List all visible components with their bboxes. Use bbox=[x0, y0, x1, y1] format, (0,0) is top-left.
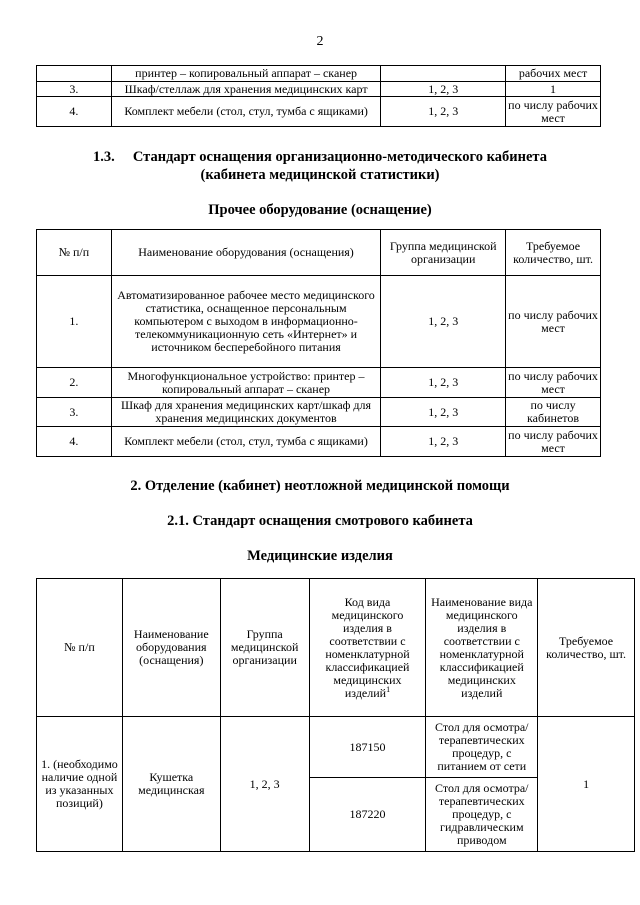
cell-name: Комплект мебели (стол, стул, тумба с ящиками) bbox=[111, 427, 381, 457]
cell-name: принтер – копировальный аппарат – сканер bbox=[111, 66, 381, 82]
cell-kind: Стол для осмотра/ терапевтических процедур, с гидравлическим приводом bbox=[426, 778, 538, 852]
page-number: 2 bbox=[316, 34, 324, 49]
cell-qty: по числу рабочих мест bbox=[506, 368, 601, 398]
cell-kind: Стол для осмотра/ терапевтических процедур, с питанием от сети bbox=[426, 717, 538, 778]
table-row bbox=[37, 66, 601, 82]
cell-num: 2. bbox=[37, 368, 112, 398]
section-2-1-title: 2.1. Стандарт оснащения смотрового кабинета bbox=[167, 513, 473, 529]
cell-code: 187220 bbox=[309, 778, 426, 852]
header-code-text: Код вида медицинского изделия в соответствии с номенклатурной классификацией медицинских изделий bbox=[325, 594, 410, 700]
cell-num: 3. bbox=[37, 82, 112, 97]
section-1-3-title bbox=[0, 148, 640, 166]
cell-qty: 1 bbox=[506, 82, 601, 97]
header-qty: Требуемое количество, шт. bbox=[506, 230, 601, 276]
cell-name: Комплект мебели (стол, стул, тумба с ящиками) bbox=[111, 97, 381, 127]
table-header-row bbox=[37, 579, 635, 717]
cell-group: 1, 2, 3 bbox=[381, 82, 506, 97]
table-row bbox=[37, 398, 601, 427]
table-row bbox=[37, 717, 635, 778]
cell-group: 1, 2, 3 bbox=[381, 427, 506, 457]
table-row bbox=[37, 427, 601, 457]
cell-num bbox=[37, 66, 112, 82]
top-table bbox=[36, 65, 601, 127]
medical-devices-heading: Медицинские изделия bbox=[247, 548, 393, 564]
cell-group: 1, 2, 3 bbox=[381, 368, 506, 398]
medical-devices-table bbox=[36, 578, 635, 852]
cell-code: 187150 bbox=[309, 717, 426, 778]
equipment-table bbox=[36, 229, 601, 457]
header-kind: Наименование вида медицинского изделия в соответствии с номенклатурной классификацией медицинских изделий bbox=[426, 579, 538, 717]
header-code bbox=[309, 579, 426, 717]
cell-name: Шкаф/стеллаж для хранения медицинских карт bbox=[111, 82, 381, 97]
cell-qty: по числу рабочих мест bbox=[506, 427, 601, 457]
header-num: № п/п bbox=[37, 579, 123, 717]
cell-group bbox=[381, 66, 506, 82]
cell-num: 1. bbox=[37, 276, 112, 368]
cell-name: Кушетка медицинская bbox=[122, 717, 220, 852]
table-header-row bbox=[37, 230, 601, 276]
cell-group: 1, 2, 3 bbox=[381, 276, 506, 368]
cell-num: 3. bbox=[37, 398, 112, 427]
cell-group: 1, 2, 3 bbox=[381, 398, 506, 427]
cell-qty: по числу кабинетов bbox=[506, 398, 601, 427]
table-row bbox=[37, 82, 601, 97]
header-name: Наименование оборудования (оснащения) bbox=[111, 230, 381, 276]
cell-num: 4. bbox=[37, 427, 112, 457]
section-1-3-subtitle: (кабинета медицинской статистики) bbox=[200, 167, 440, 183]
cell-group: 1, 2, 3 bbox=[381, 97, 506, 127]
header-group: Группа медицинской организации bbox=[381, 230, 506, 276]
cell-qty: рабочих мест bbox=[506, 66, 601, 82]
table-row bbox=[37, 97, 601, 127]
cell-name: Многофункциональное устройство: принтер – копировальный аппарат – сканер bbox=[111, 368, 381, 398]
section-title-line1: Стандарт оснащения организационно-методического кабинета bbox=[132, 149, 547, 165]
cell-group: 1, 2, 3 bbox=[220, 717, 309, 852]
cell-num: 1. (необходимо наличие одной из указанных позиций) bbox=[37, 717, 123, 852]
section-2-title: 2. Отделение (кабинет) неотложной медицинской помощи bbox=[130, 478, 510, 494]
header-qty: Требуемое количество, шт. bbox=[538, 579, 635, 717]
other-equipment-heading: Прочее оборудование (оснащение) bbox=[208, 202, 432, 218]
cell-name: Автоматизированное рабочее место медицинского статистика, оснащенное персональным компьютером с выходом в информационно-телекоммуникационную сеть «Интернет» и источником бесперебойного питания bbox=[111, 276, 381, 368]
section-number: 1.3. bbox=[93, 149, 115, 165]
table-row bbox=[37, 368, 601, 398]
header-num: № п/п bbox=[37, 230, 112, 276]
footnote-mark: 1 bbox=[386, 684, 391, 694]
cell-qty: по числу рабочих мест bbox=[506, 276, 601, 368]
header-group: Группа медицинской организации bbox=[220, 579, 309, 717]
cell-qty: по числу рабочих мест bbox=[506, 97, 601, 127]
table-row bbox=[37, 276, 601, 368]
header-name: Наименование оборудования (оснащения) bbox=[122, 579, 220, 717]
cell-num: 4. bbox=[37, 97, 112, 127]
cell-name: Шкаф для хранения медицинских карт/шкаф для хранения медицинских документов bbox=[111, 398, 381, 427]
cell-qty: 1 bbox=[538, 717, 635, 852]
